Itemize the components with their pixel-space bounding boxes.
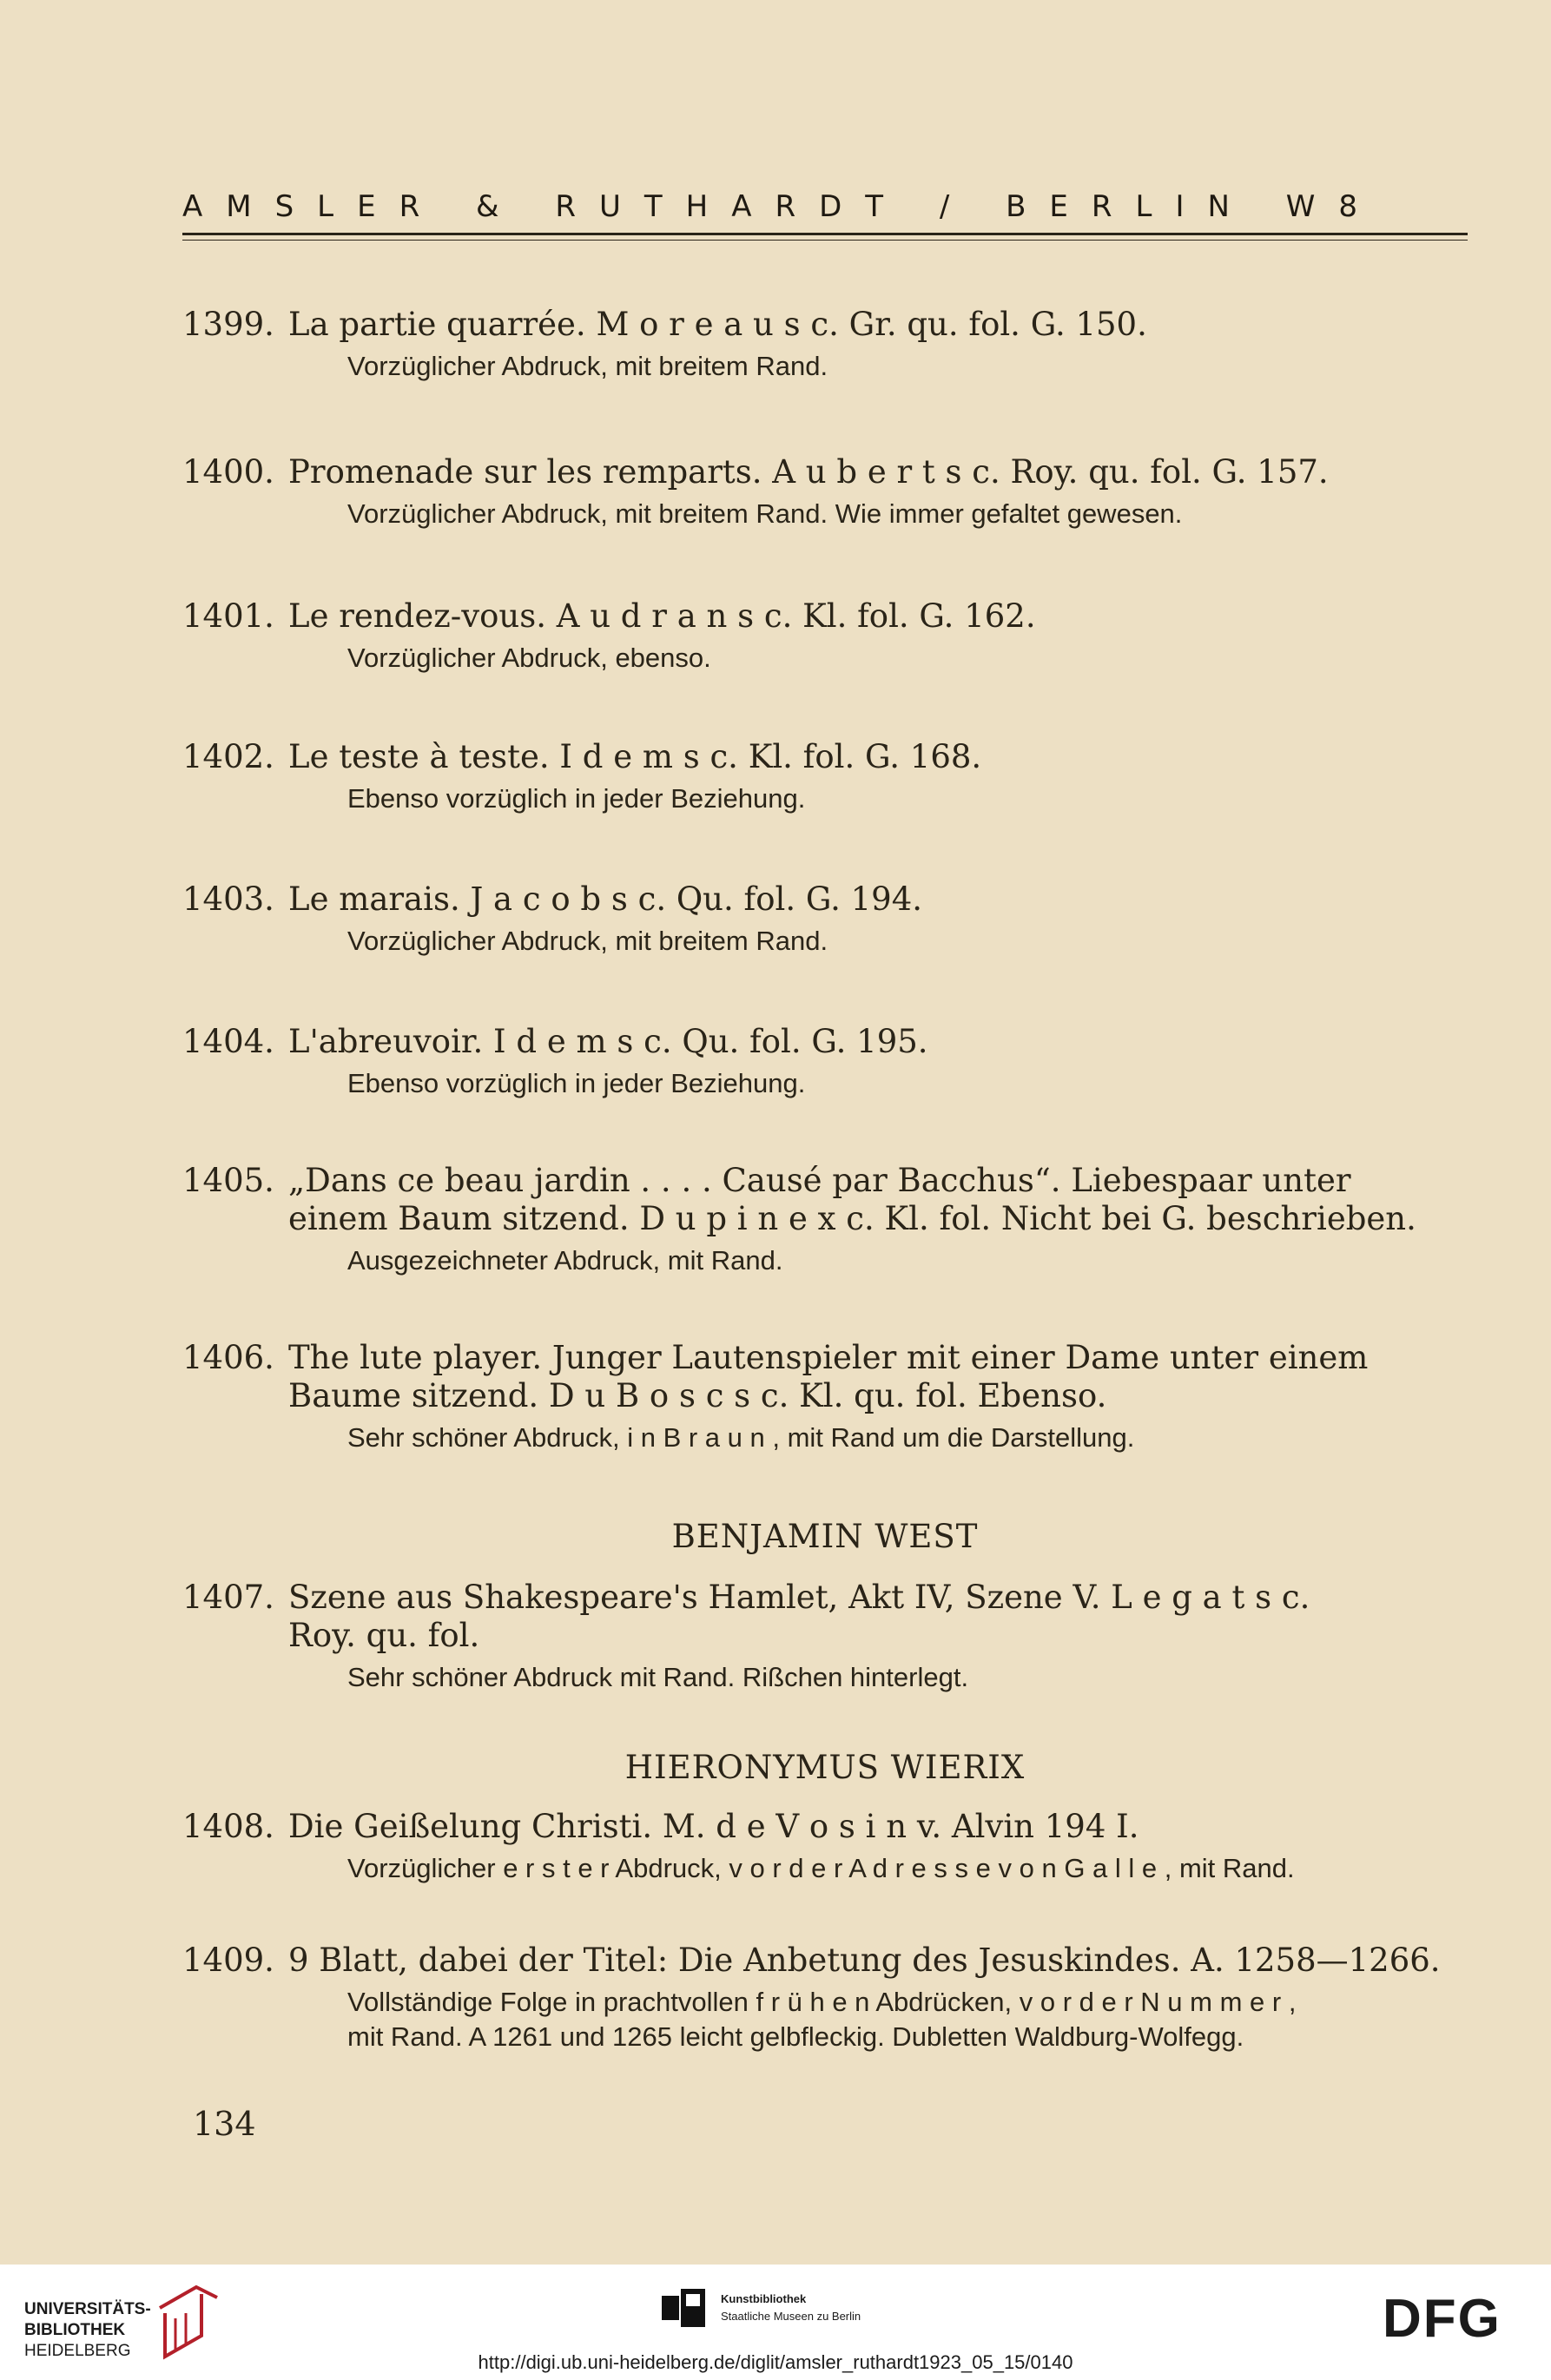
entry-note: Vorzüglicher Abdruck, mit breitem Rand. Wie immer gefaltet gewesen. bbox=[347, 498, 1183, 529]
entry-note: Ebenso vorzüglich in jeder Beziehung. bbox=[347, 1068, 806, 1098]
entry-note: Sehr schöner Abdruck, i n B r a u n , mit Rand um die Darstellung. bbox=[347, 1422, 1135, 1453]
header-rule-thin bbox=[182, 240, 1468, 241]
entry-title: Promenade sur les remparts. A u b e r t s c. Roy. qu. fol. G. 157. bbox=[288, 453, 1329, 491]
catalog-entry-1402 bbox=[182, 738, 1468, 816]
entry-number: 1408. bbox=[182, 1808, 274, 1845]
entry-number: 1407. bbox=[182, 1579, 274, 1616]
catalog-entry-1405 bbox=[182, 1162, 1468, 1278]
source-url-link[interactable]: http://digi.ub.uni-heidelberg.de/diglit/amsler_ruthardt1923_05_15/0140 bbox=[478, 2351, 1073, 2373]
entry-note: Vorzüglicher e r s t e r Abdruck, v o r d e r A d r e s s e v o n G a l l e , mit Rand. bbox=[347, 1853, 1295, 1883]
kunstbibliothek-name: Kunstbibliothek bbox=[721, 2292, 807, 2305]
page-number: 134 bbox=[193, 2105, 256, 2143]
entry-title: 9 Blatt, dabei der Titel: Die Anbetung des Jesuskindes. A. 1258—1266. bbox=[288, 1942, 1441, 1979]
entry-title-continuation: Roy. qu. fol. bbox=[288, 1617, 480, 1654]
page-header: AMSLER & RUTHARDT / BERLIN W8 bbox=[182, 189, 1381, 224]
catalog-entry-1400 bbox=[182, 453, 1468, 531]
entry-title: Le rendez-vous. A u d r a n s c. Kl. fol. G. 162. bbox=[288, 597, 1036, 635]
entry-number: 1402. bbox=[182, 738, 274, 775]
entry-title: Szene aus Shakespeare's Hamlet, Akt IV, Szene V. L e g a t s c. bbox=[288, 1579, 1310, 1616]
entry-number: 1406. bbox=[182, 1339, 274, 1376]
entry-number: 1400. bbox=[182, 453, 274, 491]
library-name-line1: UNIVERSITÄTS- bbox=[24, 2300, 151, 2318]
kunstbibliothek-emblem-icon bbox=[662, 2289, 710, 2327]
entry-title: Le marais. J a c o b s c. Qu. fol. G. 194. bbox=[288, 880, 922, 918]
entry-number: 1405. bbox=[182, 1162, 274, 1199]
entry-number: 1404. bbox=[182, 1023, 274, 1060]
entry-title: Le teste à teste. I d e m s c. Kl. fol. G. 168. bbox=[288, 738, 982, 775]
library-name-line3: HEIDELBERG bbox=[24, 2342, 131, 2360]
section-heading-benjamin-west: BENJAMIN WEST bbox=[671, 1518, 979, 1555]
entry-number: 1399. bbox=[182, 306, 274, 343]
section-heading-hieronymus-wierix: HIERONYMUS WIERIX bbox=[624, 1749, 1026, 1786]
dfg-logo[interactable]: DFG bbox=[1383, 2289, 1502, 2349]
entry-note: Ebenso vorzüglich in jeder Beziehung. bbox=[347, 783, 806, 814]
university-library-logo[interactable] bbox=[24, 2282, 224, 2360]
catalog-entry-1399 bbox=[182, 306, 1468, 384]
entry-title-continuation: Baume sitzend. D u B o s c s c. Kl. qu. fol. Ebenso. bbox=[288, 1377, 1107, 1414]
library-emblem-icon bbox=[155, 2282, 224, 2362]
entry-number: 1403. bbox=[182, 880, 274, 918]
entry-title: Die Geißelung Christi. M. d e V o s i n v. Alvin 194 I. bbox=[288, 1808, 1139, 1845]
entry-title: „Dans ce beau jardin . . . . Causé par Bacchus“. Liebespaar unter bbox=[288, 1162, 1351, 1199]
catalog-entry-1404 bbox=[182, 1023, 1468, 1101]
entry-note-continuation: mit Rand. A 1261 und 1265 leicht gelbfleckig. Dubletten Waldburg-Wolfegg. bbox=[347, 2021, 1244, 2052]
entry-note: Vorzüglicher Abdruck, mit breitem Rand. bbox=[347, 351, 828, 381]
catalog-entry-1409 bbox=[182, 1942, 1468, 2054]
entry-note: Vorzüglicher Abdruck, ebenso. bbox=[347, 643, 711, 673]
entry-note: Vollständige Folge in prachtvollen f r ü h e n Abdrücken, v o r d e r N u m m e r , bbox=[347, 1987, 1297, 2017]
library-name-line2: BIBLIOTHEK bbox=[24, 2321, 126, 2339]
header-rule-thick bbox=[182, 233, 1468, 235]
entry-title-continuation: einem Baum sitzend. D u p i n e x c. Kl. fol. Nicht bei G. beschrieben. bbox=[288, 1200, 1416, 1237]
catalog-entry-1408 bbox=[182, 1808, 1468, 1886]
catalog-entry-1407 bbox=[182, 1579, 1468, 1695]
catalog-entry-1401 bbox=[182, 597, 1468, 676]
entry-note: Sehr schöner Abdruck mit Rand. Rißchen hinterlegt. bbox=[347, 1662, 969, 1692]
kunstbibliothek-logo[interactable] bbox=[662, 2280, 940, 2332]
entry-number: 1401. bbox=[182, 597, 274, 635]
entry-number: 1409. bbox=[182, 1942, 274, 1979]
catalog-entry-1403 bbox=[182, 880, 1468, 959]
entry-note: Vorzüglicher Abdruck, mit breitem Rand. bbox=[347, 926, 828, 956]
entry-title: La partie quarrée. M o r e a u s c. Gr. qu. fol. G. 150. bbox=[288, 306, 1147, 343]
entry-title: L'abreuvoir. I d e m s c. Qu. fol. G. 195. bbox=[288, 1023, 928, 1060]
kunstbibliothek-subtitle: Staatliche Museen zu Berlin bbox=[721, 2310, 861, 2323]
entry-title: The lute player. Junger Lautenspieler mit einer Dame unter einem bbox=[288, 1339, 1369, 1376]
catalog-entry-1406 bbox=[182, 1339, 1468, 1455]
entry-note: Ausgezeichneter Abdruck, mit Rand. bbox=[347, 1245, 783, 1276]
